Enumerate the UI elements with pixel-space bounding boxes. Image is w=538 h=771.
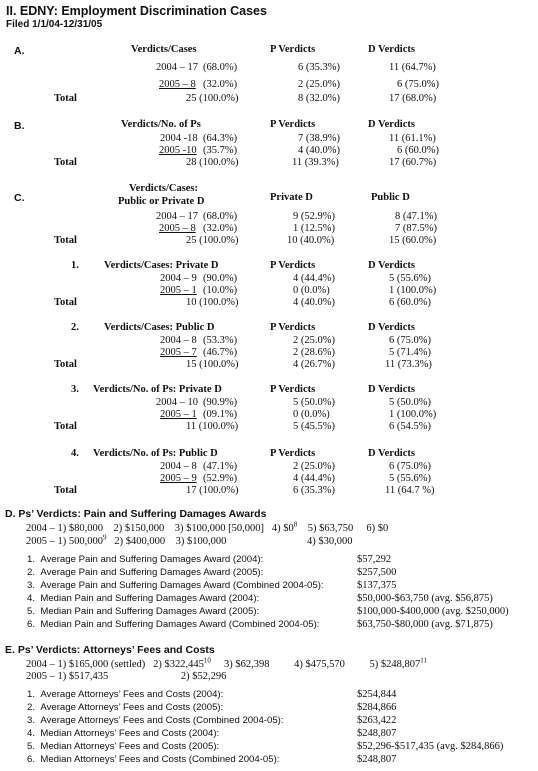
section-a-r2-year: 2005 – 8 (159, 79, 196, 90)
page-title: II. EDNY: Employment Discrimination Cases (6, 4, 267, 18)
item-number: 2. (27, 567, 36, 578)
subsection-3-r2-d: 1 (100.0%) (389, 409, 437, 420)
subsection-2-total-a: 15 (100.0%) (186, 359, 239, 370)
footnote-9: 9 (103, 533, 107, 542)
subsection-4-r2-year: 2005 – 9 (160, 473, 197, 484)
section-c-col2-header: Public D (371, 192, 410, 203)
d-2005-award-1: 2005 – 1) 500,000 (26, 536, 103, 547)
e-2005-fee-2: 2) $52,296 (180, 671, 227, 682)
item-label: Median Attorneys’ Fees and Costs (2005): (40, 741, 220, 752)
section-a-col1-header: P Verdicts (270, 44, 316, 55)
subsection-2-r2-c: 2 (28.6%) (293, 347, 335, 358)
section-a-total-d: 17 (68.0%) (389, 93, 437, 104)
section-b-total-c: 11 (39.3%) (292, 157, 339, 168)
subsection-1-r1-year: 2004 – 9 (160, 273, 197, 284)
section-a-r1-d: 11 (64.7%) (389, 62, 436, 73)
item-label: Average Pain and Suffering Damages Award (Combined 2004-05): (40, 580, 324, 591)
subsection-4-r1-pct: (47.1%) (203, 461, 238, 472)
section-b-r2-year: 2005 -10 (159, 145, 197, 156)
subsection-4-r2-d: 5 (55.6%) (389, 473, 431, 484)
subsection-2-heading: Verdicts/Cases: Public D (104, 322, 215, 333)
subsection-2-r1-c: 2 (25.0%) (293, 335, 335, 346)
section-c-total-a: 25 (100.0%) (186, 235, 239, 246)
section-d-value-6: $63,750-$80,000 (avg. $71,875) (357, 619, 493, 630)
section-d-item-5 (27, 607, 259, 617)
section-a-col2-header: D Verdicts (368, 44, 415, 55)
section-c-heading-line1: Verdicts/Cases: (129, 183, 199, 194)
subsection-3-col2-header: D Verdicts (368, 384, 415, 395)
subsection-2-r1-year: 2004 – 8 (160, 335, 197, 346)
section-d-item-4 (27, 594, 259, 604)
d-2004-award-2: 2) $150,000 (113, 523, 165, 534)
section-c-r2-d: 7 (87.5%) (395, 223, 437, 234)
subsection-3-total-label: Total (54, 421, 77, 432)
subsection-4-heading: Verdicts/No. of Ps: Public D (93, 448, 218, 459)
subsection-3-r2-pct: (09.1%) (203, 409, 238, 420)
section-d-2005-row (26, 533, 353, 548)
item-number: 1. (27, 554, 36, 565)
subsection-1-total-label: Total (54, 297, 77, 308)
section-d-item-6 (27, 620, 319, 630)
e-2005-fee-1: 2005 – 1) $517,435 (26, 671, 109, 682)
subsection-2-total-d: 11 (73.3%) (385, 359, 432, 370)
item-label: Average Attorneys’ Fees and Costs (2004): (40, 689, 224, 700)
subsection-1-r2-d: 1 (100.0%) (389, 285, 437, 296)
subsection-4-r2-c: 4 (44.4%) (293, 473, 335, 484)
subsection-3-r1-pct: (90.9%) (203, 397, 238, 408)
section-c-letter: C. (14, 192, 25, 204)
item-label: Average Pain and Suffering Damages Award (2004): (40, 554, 264, 565)
item-number: 3. (27, 580, 36, 591)
subsection-4-r2-pct: (52.9%) (203, 473, 238, 484)
section-a-r1-pct: (68.0%) (203, 62, 238, 73)
item-label: Median Pain and Suffering Damages Award (Combined 2004-05): (40, 619, 320, 630)
subsection-4-r1-d: 6 (75.0%) (389, 461, 431, 472)
item-label: Median Pain and Suffering Damages Award (2004): (40, 593, 260, 604)
section-c-total-c: 10 (40.0%) (287, 235, 335, 246)
subsection-3-total-c: 5 (45.5%) (293, 421, 335, 432)
section-e-item-6 (27, 755, 279, 765)
section-a-r2-d: 6 (75.0%) (397, 79, 439, 90)
item-label: Median Attorneys’ Fees and Costs (2004): (40, 728, 220, 739)
section-d-value-4: $50,000-$63,750 (avg. $56,875) (357, 593, 493, 604)
e-2004-fee-5: 5) $248,807 (369, 659, 421, 670)
subsection-4-total-a: 17 (100.0%) (186, 485, 239, 496)
item-label: Average Attorneys’ Fees and Costs (Combined 2004-05): (40, 715, 284, 726)
section-e-2004-row (26, 656, 428, 671)
section-d-value-2: $257,500 (357, 567, 397, 578)
section-e-item-4 (27, 729, 219, 739)
section-b-r1-year: 2004 -18 (160, 133, 198, 144)
subsection-1-number: 1. (71, 260, 79, 271)
section-e-value-3: $263,422 (357, 715, 397, 726)
section-a-total-c: 8 (32.0%) (298, 93, 340, 104)
section-d-item-2 (27, 568, 263, 578)
section-b-r1-pct: (64.3%) (203, 133, 238, 144)
section-b-col2-header: D Verdicts (368, 119, 415, 130)
section-e-value-2: $284,866 (357, 702, 397, 713)
section-c-r2-c: 1 (12.5%) (293, 223, 335, 234)
footnote-8: 8 (293, 520, 298, 529)
subsection-1-col2-header: D Verdicts (368, 260, 415, 271)
section-c-total-label: Total (54, 235, 77, 246)
subsection-3-r2-year: 2005 – 1 (160, 409, 197, 420)
section-b-heading: Verdicts/No. of Ps (121, 119, 201, 130)
section-d-value-1: $57,292 (357, 554, 392, 565)
item-number: 4. (27, 728, 36, 739)
subsection-3-r1-d: 5 (50.0%) (389, 397, 431, 408)
section-c-r2-pct: (32.0%) (203, 223, 238, 234)
d-2004-award-3: 3) $100,000 [50,000] (174, 523, 264, 534)
section-b-r2-d: 6 (60.0%) (397, 145, 439, 156)
subsection-1-r2-c: 0 (0.0%) (293, 285, 330, 296)
item-number: 4. (27, 593, 36, 604)
item-label: Average Pain and Suffering Damages Award (2005): (40, 567, 264, 578)
item-number: 5. (27, 606, 36, 617)
subsection-3-total-a: 11 (100.0%) (186, 421, 239, 432)
d-2005-award-2: 2) $400,000 (114, 536, 166, 547)
section-a-total-a: 25 (100.0%) (186, 93, 239, 104)
item-label: Median Pain and Suffering Damages Award (2005): (40, 606, 260, 617)
subsection-3-number: 3. (71, 384, 79, 395)
footnote-11: 11 (420, 656, 428, 665)
subsection-1-total-d: 6 (60.0%) (389, 297, 431, 308)
d-2005-award-3: 3) $100,000 (175, 536, 227, 547)
section-b-letter: B. (14, 120, 25, 132)
subsection-4-total-d: 11 (64.7 %) (385, 485, 435, 496)
section-b-total-a: 28 (100.0%) (186, 157, 239, 168)
subsection-3-r1-c: 5 (50.0%) (293, 397, 335, 408)
subsection-2-col1-header: P Verdicts (270, 322, 316, 333)
e-2004-fee-4: 4) $475,570 (294, 659, 345, 670)
section-b-total-d: 17 (60.7%) (389, 157, 437, 168)
section-d-item-3 (27, 581, 324, 591)
d-2004-award-5: 5) $63,750 (307, 523, 354, 534)
section-b-col1-header: P Verdicts (270, 119, 316, 130)
subsection-4-r1-year: 2004 – 8 (160, 461, 197, 472)
item-number: 3. (27, 715, 36, 726)
subsection-4-total-c: 6 (35.3%) (293, 485, 335, 496)
subsection-1-r1-c: 4 (44.4%) (293, 273, 335, 284)
section-d-title: D. Ps’ Verdicts: Pain and Suffering Damages Awards (5, 508, 267, 520)
item-number: 6. (27, 754, 36, 765)
subsection-4-r1-c: 2 (25.0%) (293, 461, 335, 472)
section-d-value-5: $100,000-$400,000 (avg. $250,000) (357, 606, 509, 617)
section-b-r1-c: 7 (38.9%) (298, 133, 340, 144)
d-2005-award-4: 4) $30,000 (307, 536, 353, 547)
subsection-2-r2-pct: (46.7%) (203, 347, 238, 358)
section-e-item-5 (27, 742, 219, 752)
subsection-4-number: 4. (71, 448, 79, 459)
subsection-4-col2-header: D Verdicts (368, 448, 415, 459)
subsection-1-r1-pct: (90.0%) (203, 273, 238, 284)
section-e-value-6: $248,807 (357, 754, 397, 765)
section-e-value-1: $254,844 (357, 689, 397, 700)
subsection-1-r2-year: 2005 – 1 (160, 285, 197, 296)
subsection-3-heading: Verdicts/No. of Ps: Private D (93, 384, 222, 395)
subsection-2-r1-d: 6 (75.0%) (389, 335, 431, 346)
subsection-2-total-label: Total (54, 359, 77, 370)
section-a-letter: A. (14, 45, 25, 57)
section-e-item-2 (27, 703, 223, 713)
subsection-2-col2-header: D Verdicts (368, 322, 415, 333)
section-a-r1-c: 6 (35.3%) (298, 62, 340, 73)
section-e-item-3 (27, 716, 284, 726)
section-c-r1-c: 9 (52.9%) (293, 211, 335, 222)
e-2004-fee-1: 2004 – 1) $165,000 (settled) (26, 659, 146, 670)
section-b-r1-d: 11 (61.1%) (389, 133, 436, 144)
item-number: 6. (27, 619, 36, 630)
e-2004-fee-2: 2) $322,445 (153, 659, 204, 670)
d-2004-award-6: 6) $0 (366, 523, 389, 534)
section-b-total-label: Total (54, 157, 77, 168)
subsection-2-r1-pct: (53.3%) (203, 335, 238, 346)
footnote-10: 10 (203, 656, 211, 665)
section-e-value-5: $52,296-$517,435 (avg. $284,866) (357, 741, 504, 752)
subsection-3-total-d: 6 (54.5%) (389, 421, 431, 432)
section-c-total-d: 15 (60.0%) (389, 235, 437, 246)
section-a-total-label: Total (54, 93, 77, 104)
section-c-r1-d: 8 (47.1%) (395, 211, 437, 222)
section-e-value-4: $248,807 (357, 728, 397, 739)
section-c-col1-header: Private D (270, 192, 313, 203)
subsection-4-total-label: Total (54, 485, 77, 496)
subsection-3-r2-c: 0 (0.0%) (293, 409, 330, 420)
section-b-r2-c: 4 (40.0%) (298, 145, 340, 156)
subsection-3-r1-year: 2004 – 10 (156, 397, 198, 408)
section-a-r2-c: 2 (25.0%) (298, 79, 340, 90)
section-a-r2-pct: (32.0%) (203, 79, 238, 90)
subsection-1-heading: Verdicts/Cases: Private D (104, 260, 219, 271)
section-b-r2-pct: (35.7%) (203, 145, 238, 156)
subsection-1-r1-d: 5 (55.6%) (389, 273, 431, 284)
section-c-r1-pct: (68.0%) (203, 211, 238, 222)
item-number: 2. (27, 702, 36, 713)
subsection-1-r2-pct: (10.0%) (203, 285, 238, 296)
page-subtitle: Filed 1/1/04-12/31/05 (6, 19, 103, 30)
section-e-item-1 (27, 690, 223, 700)
section-a-heading: Verdicts/Cases (131, 44, 197, 55)
e-2004-fee-3: 3) $62,398 (224, 659, 270, 670)
section-d-item-1 (27, 555, 263, 565)
section-d-value-3: $137,375 (357, 580, 397, 591)
section-e-title: E. Ps’ Verdicts: Attorneys’ Fees and Costs (5, 644, 215, 656)
subsection-1-total-a: 10 (100.0%) (186, 297, 239, 308)
subsection-1-total-c: 4 (40.0%) (293, 297, 335, 308)
subsection-2-number: 2. (71, 322, 79, 333)
d-2004-award-4: 4) $0 (271, 523, 294, 534)
subsection-1-col1-header: P Verdicts (270, 260, 316, 271)
section-a-r1-year: 2004 – 17 (156, 62, 198, 73)
item-label: Median Attorneys’ Fees and Costs (Combined 2004-05): (40, 754, 280, 765)
subsection-4-col1-header: P Verdicts (270, 448, 316, 459)
section-c-r2-year: 2005 – 8 (159, 223, 196, 234)
section-d-2004-row (26, 520, 389, 535)
item-number: 5. (27, 741, 36, 752)
section-e-2005-row (26, 672, 226, 683)
d-2004-award-1: 2004 – 1) $80,000 (26, 523, 103, 534)
subsection-3-col1-header: P Verdicts (270, 384, 316, 395)
section-c-heading-line2: Public or Private D (118, 196, 205, 207)
item-label: Average Attorneys’ Fees and Costs (2005): (40, 702, 224, 713)
subsection-2-total-c: 4 (26.7%) (293, 359, 335, 370)
subsection-2-r2-d: 5 (71.4%) (389, 347, 431, 358)
item-number: 1. (27, 689, 36, 700)
subsection-2-r2-year: 2005 – 7 (160, 347, 197, 358)
section-c-r1-year: 2004 – 17 (156, 211, 198, 222)
